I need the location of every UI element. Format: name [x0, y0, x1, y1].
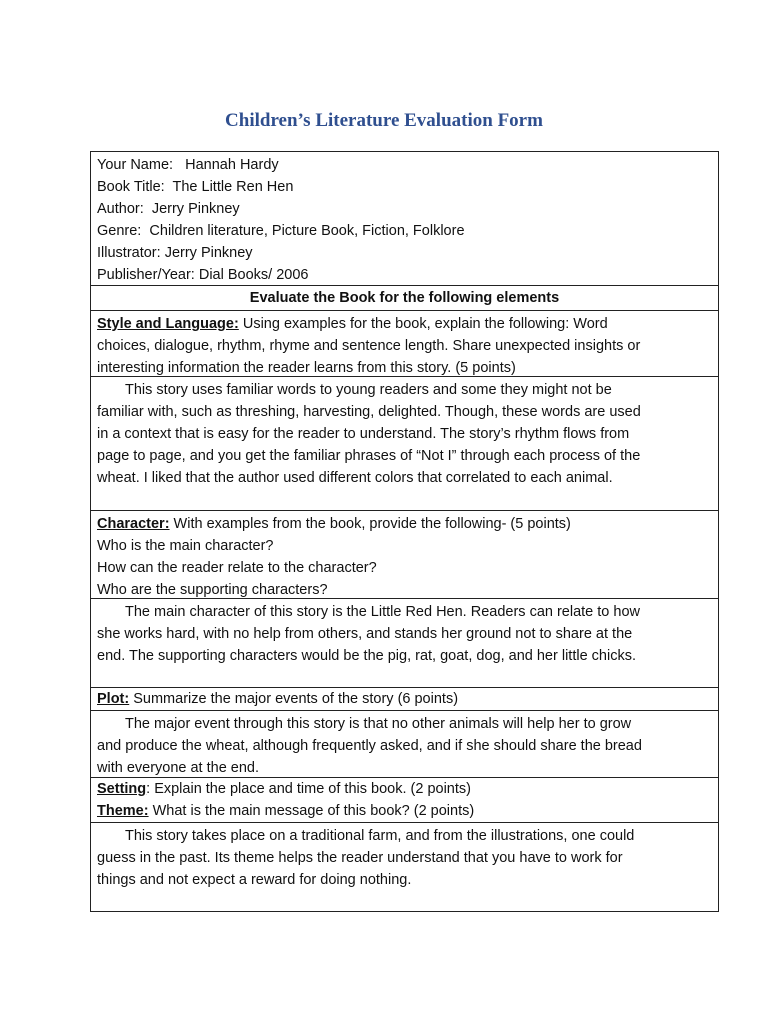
plot-answer-line-1: The major event through this story is that no other animals will help her to grow — [125, 716, 632, 732]
author-line — [97, 198, 712, 220]
section-heading: Evaluate the Book for the following elements — [91, 286, 718, 311]
character-prompt-line-3: How can the reader relate to the character? — [97, 560, 377, 576]
genre-label: Genre: — [97, 223, 142, 239]
publisher-line — [97, 264, 712, 286]
style-prompt-line-2: choices, dialogue, rhythm, rhyme and sentence length. Share unexpected insights or — [97, 338, 641, 354]
theme-label: Theme: — [97, 803, 149, 819]
publisher-label: Publisher/Year: — [97, 267, 195, 283]
setting-label: Setting — [97, 781, 147, 797]
style-answer — [91, 377, 718, 511]
plot-answer-line-3: with everyone at the end. — [97, 760, 260, 776]
character-prompt — [91, 511, 718, 599]
illustrator-label: Illustrator: — [97, 245, 161, 261]
book-title-line — [97, 176, 712, 198]
setting-theme-prompt — [91, 778, 718, 823]
setting-answer-line-2: guess in the past. Its theme helps the reader understand that you have to work for — [97, 850, 623, 866]
style-answer-line-5: wheat. I liked that the author used different colors that correlated to each animal. — [97, 470, 613, 486]
character-prompt-line-4: Who are the supporting characters? — [97, 582, 328, 598]
character-answer — [91, 599, 718, 688]
genre-value: Children literature, Picture Book, Fiction, Folklore — [149, 223, 465, 239]
name-value: Hannah Hardy — [185, 157, 279, 173]
book-info-section — [91, 152, 718, 286]
character-prompt-line-2: Who is the main character? — [97, 538, 274, 554]
style-prompt-line-3: interesting information the reader learns from this story. (5 points) — [97, 360, 516, 376]
style-prompt-line-1: Using examples for the book, explain the following: Word — [238, 316, 608, 332]
character-answer-line-2: she works hard, with no help from others, and stands her ground not to share at the — [97, 626, 633, 642]
style-answer-line-2: familiar with, such as threshing, harvesting, delighted. Though, these words are used — [97, 404, 641, 420]
style-prompt — [91, 311, 718, 377]
theme-prompt-text: What is the main message of this book? (2 points) — [148, 803, 475, 819]
illustrator-value: Jerry Pinkney — [164, 245, 253, 261]
page-title: Children’s Literature Evaluation Form — [225, 110, 543, 131]
genre-line — [97, 220, 712, 242]
character-label: Character: — [97, 516, 170, 532]
style-answer-line-1: This story uses familiar words to young readers and some they might not be — [125, 382, 612, 398]
plot-label: Plot: — [97, 691, 130, 707]
publisher-value: Dial Books/ 2006 — [198, 267, 309, 283]
style-answer-line-4: page to page, and you get the familiar phrases of “Not I” through each process of the — [97, 448, 641, 464]
setting-prompt-text: : Explain the place and time of this book. (2 points) — [146, 781, 471, 797]
character-prompt-line-1: With examples from the book, provide the following- (5 points) — [169, 516, 571, 532]
author-label: Author: — [97, 201, 144, 217]
character-answer-line-3: end. The supporting characters would be the pig, rat, goat, dog, and her little chicks. — [97, 648, 636, 664]
style-label: Style and Language: — [97, 316, 239, 332]
author-value: Jerry Pinkney — [151, 201, 240, 217]
name-line — [97, 154, 712, 176]
plot-answer-line-2: and produce the wheat, although frequently asked, and if she should share the bread — [97, 738, 642, 754]
plot-prompt — [91, 688, 718, 711]
character-answer-line-1: The main character of this story is the Little Red Hen. Readers can relate to how — [125, 604, 640, 620]
setting-theme-answer — [91, 823, 718, 911]
plot-prompt-text: Summarize the major events of the story (6 points) — [129, 691, 459, 707]
name-label: Your Name: — [97, 157, 174, 173]
book-title-label: Book Title: — [97, 179, 165, 195]
style-answer-line-3: in a context that is easy for the reader to understand. The story’s rhythm flows from — [97, 426, 630, 442]
plot-answer — [91, 711, 718, 778]
book-title-value: The Little Ren Hen — [172, 179, 294, 195]
setting-answer-line-1: This story takes place on a traditional farm, and from the illustrations, one could — [125, 828, 635, 844]
evaluation-form — [90, 151, 719, 912]
illustrator-line — [97, 242, 712, 264]
setting-answer-line-3: things and not expect a reward for doing nothing. — [97, 872, 412, 888]
